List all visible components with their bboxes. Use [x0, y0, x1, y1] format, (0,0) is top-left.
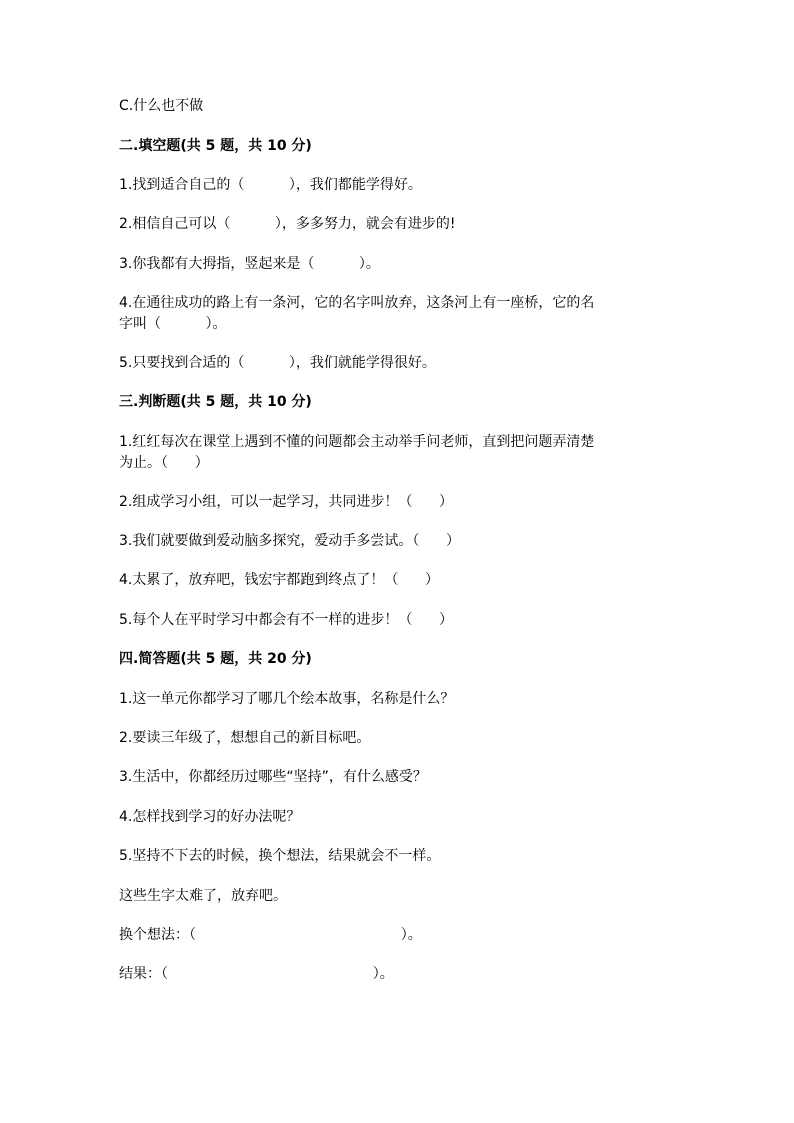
true-false-question-3: 3.我们就要做到爱动脑多探究，爱动手多尝试。（ ）	[119, 533, 461, 549]
true-false-question-4: 4.太累了，放弃吧，钱宏宇都跑到终点了！（ ）	[119, 572, 440, 588]
fill-in-question-4-line-2: 字叫（ ）。	[119, 316, 227, 332]
short-answer-question-5: 5.坚持不下去的时候，换个想法，结果就会不一样。	[119, 848, 441, 864]
true-false-question-1-line-2: 为止。（ ）	[119, 455, 209, 471]
fill-in-question-5: 5.只要找到合适的（ ），我们就能学得很好。	[119, 355, 436, 371]
true-false-question-1-line-1: 1.红红每次在课堂上遇到不懂的问题都会主动举手问老师，直到把问题弄清楚	[119, 434, 595, 450]
section-heading-fill-in: 二.填空题(共 5 题，共 10 分)	[119, 138, 312, 154]
short-answer-question-3: 3.生活中，你都经历过哪些“坚持”，有什么感受？	[119, 769, 427, 785]
short-answer-question-5-example: 这些生字太难了，放弃吧。	[119, 888, 287, 904]
section-heading-short-answer: 四.简答题(共 5 题，共 20 分)	[119, 651, 312, 667]
fill-in-question-4-line-1: 4.在通往成功的路上有一条河，它的名字叫放弃，这条河上有一座桥，它的名	[119, 295, 595, 311]
true-false-question-5: 5.每个人在平时学习中都会有不一样的进步！（ ）	[119, 612, 454, 628]
option-c: C.什么也不做	[119, 98, 204, 114]
short-answer-question-5-change-thought: 换个想法：（ ）。	[119, 927, 422, 943]
short-answer-question-1: 1.这一单元你都学习了哪几个绘本故事，名称是什么？	[119, 691, 455, 707]
section-heading-true-false: 三.判断题(共 5 题，共 10 分)	[119, 394, 312, 410]
fill-in-question-1: 1.找到适合自己的（ ），我们都能学得好。	[119, 177, 422, 193]
true-false-question-2: 2.组成学习小组，可以一起学习，共同进步！（ ）	[119, 494, 454, 510]
short-answer-question-2: 2.要读三年级了，想想自己的新目标吧。	[119, 730, 371, 746]
short-answer-question-5-result: 结果：（ ）。	[119, 966, 394, 982]
fill-in-question-2: 2.相信自己可以（ ），多多努力，就会有进步的!	[119, 216, 456, 232]
fill-in-question-3: 3.你我都有大拇指，竖起来是（ ）。	[119, 256, 380, 272]
short-answer-question-4: 4.怎样找到学习的好办法呢？	[119, 809, 301, 825]
